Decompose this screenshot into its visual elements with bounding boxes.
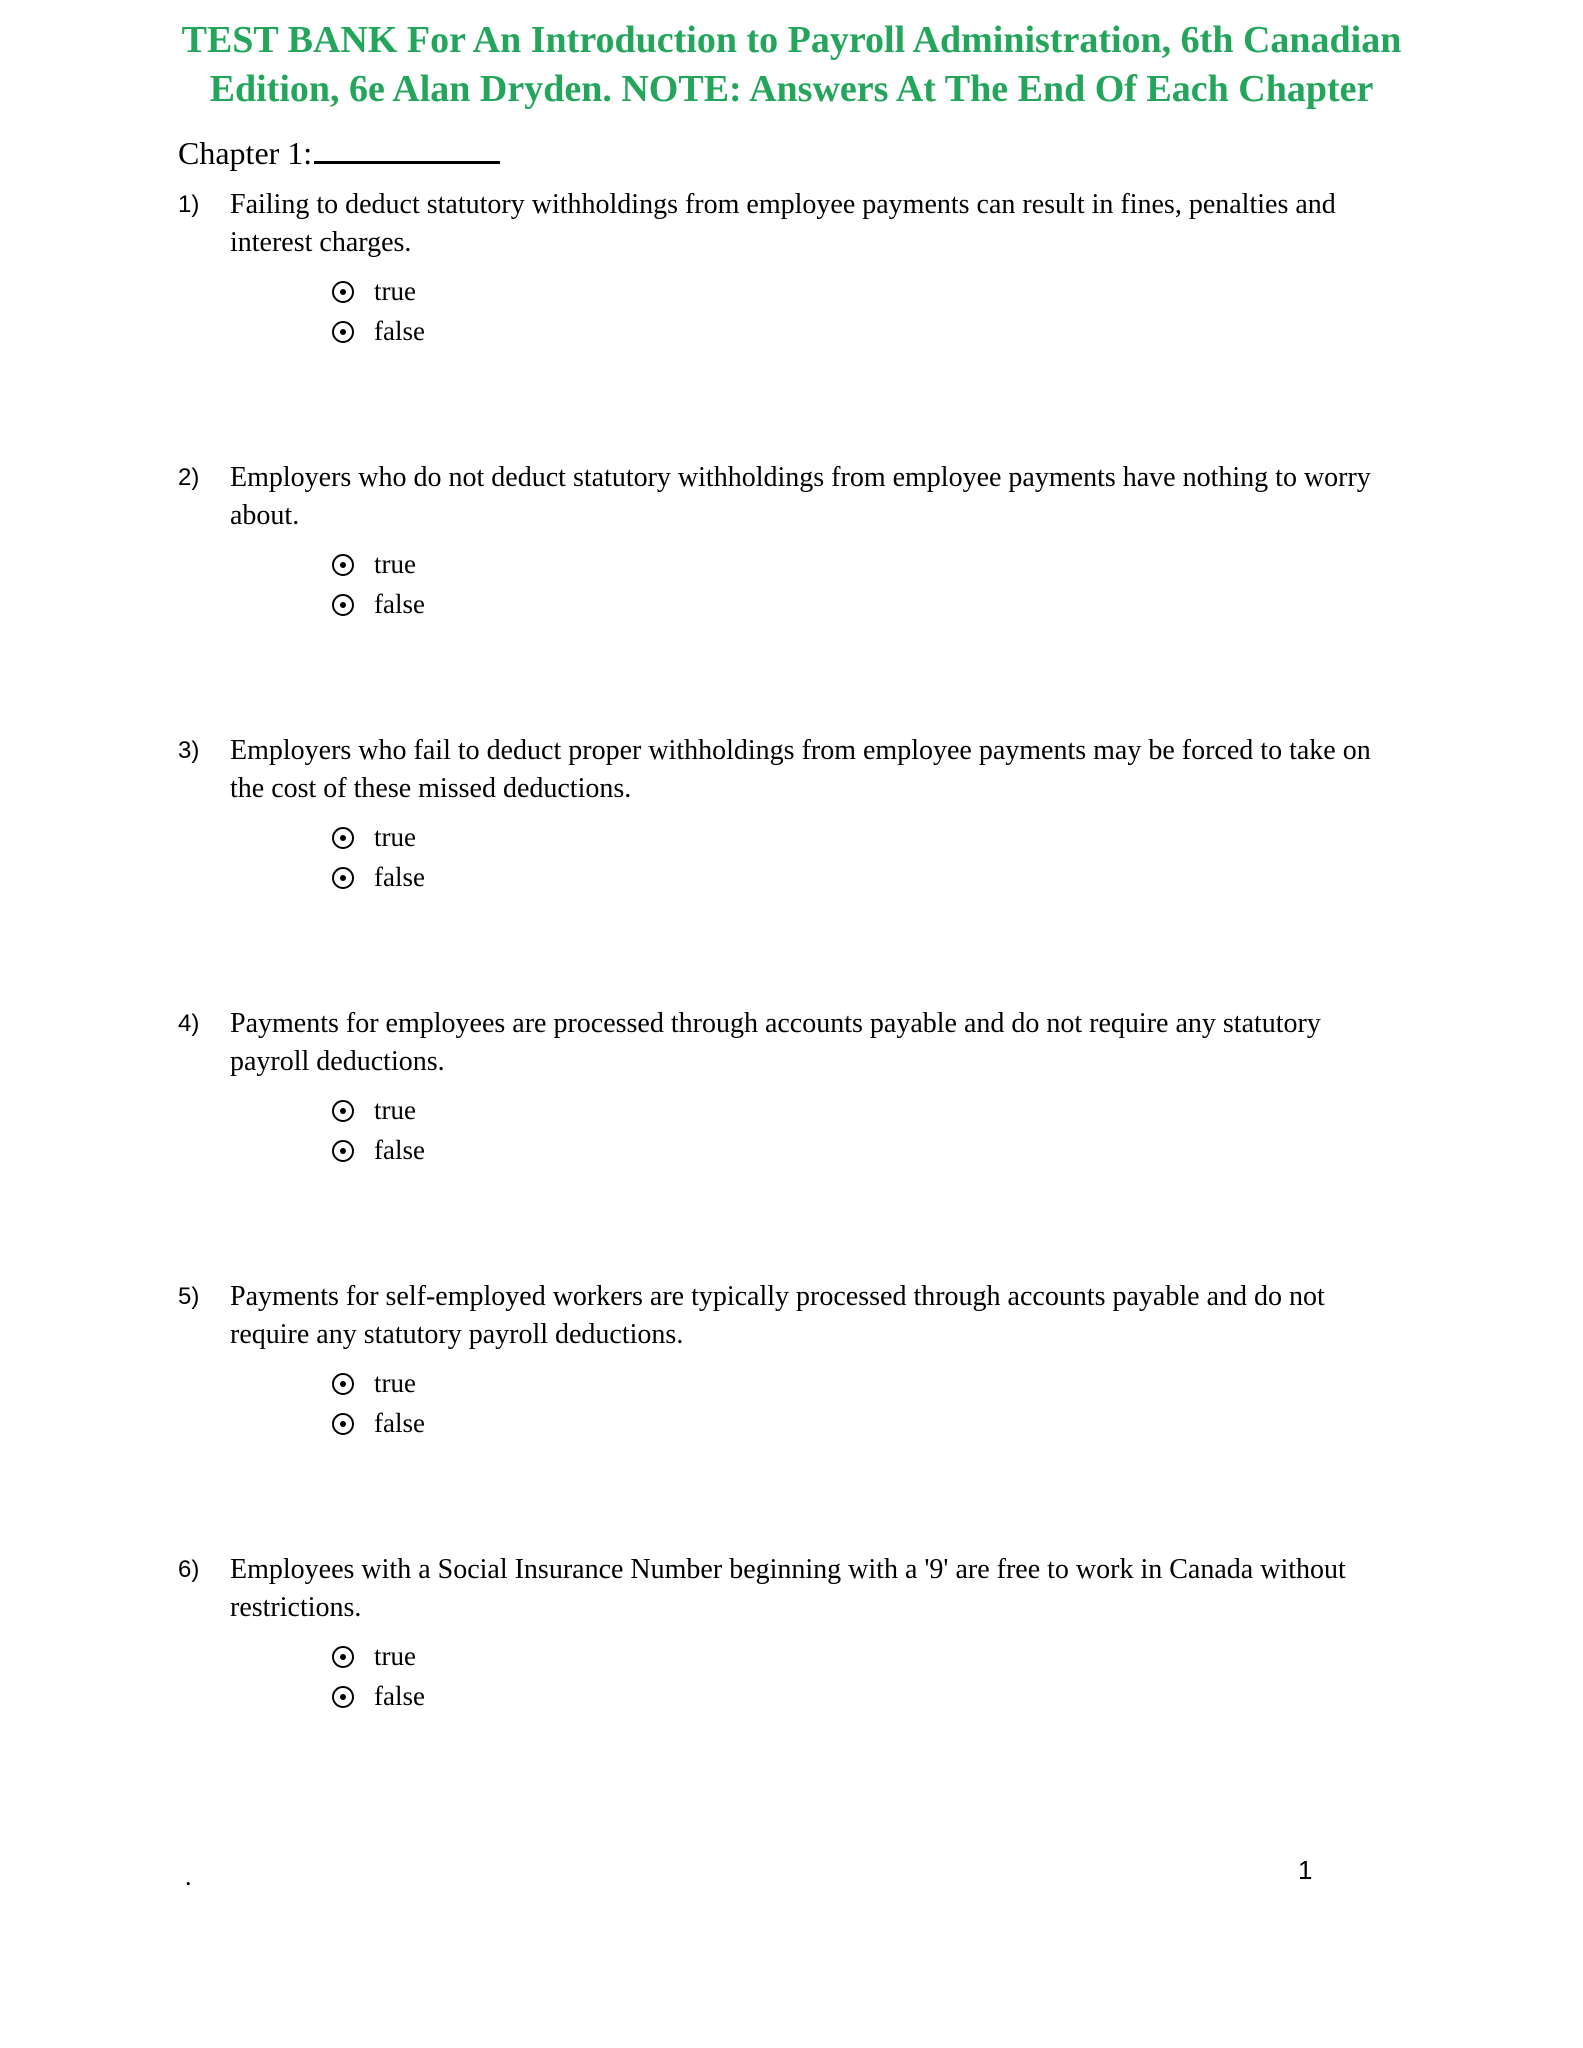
chapter-heading (178, 129, 1473, 172)
options-group (332, 824, 1473, 892)
question-number: 6) (178, 1555, 200, 1583)
radio-dot (340, 329, 346, 335)
option-label: false (374, 1681, 425, 1712)
document-title: TEST BANK For An Introduction to Payroll Administration, 6th Canadian Edition, 6e Alan Dryden. NOTE: Answers At The End Of Each Chapter (181, 19, 1402, 111)
option-label: true (374, 1641, 416, 1672)
option-false[interactable] (332, 864, 1473, 892)
option-true[interactable] (332, 551, 1473, 579)
radio-dot (340, 602, 346, 608)
option-label: true (374, 1095, 416, 1126)
question-item-2 (178, 459, 1473, 631)
radio-dot (340, 835, 346, 841)
question-text: Employers who do not deduct statutory withholdings from employee payments have nothing to worry about. (230, 461, 1371, 531)
radio-dot (340, 1108, 346, 1114)
question-number: 1) (178, 190, 200, 218)
radio-button-icon[interactable] (332, 1100, 354, 1122)
question-text: Failing to deduct statutory withholdings from employee payments can result in fines, penalties and interest charges. (230, 188, 1336, 258)
option-false[interactable] (332, 1410, 1473, 1438)
question-text: Employers who fail to deduct proper withholdings from employee payments may be forced to take on the cost of these missed deductions. (230, 734, 1371, 804)
option-label: true (374, 822, 416, 853)
radio-button-icon[interactable] (332, 867, 354, 889)
footer-period: . (185, 1862, 192, 1891)
option-label: false (374, 589, 425, 620)
radio-dot (340, 1381, 346, 1387)
options-group (332, 551, 1473, 619)
question-number: 3) (178, 736, 200, 764)
radio-dot (340, 1694, 346, 1700)
option-false[interactable] (332, 591, 1473, 619)
radio-button-icon[interactable] (332, 1413, 354, 1435)
radio-dot (340, 562, 346, 568)
radio-button-icon[interactable] (332, 1646, 354, 1668)
radio-dot (340, 1654, 346, 1660)
option-label: false (374, 862, 425, 893)
question-text: Employees with a Social Insurance Number beginning with a '9' are free to work in Canada without restrictions. (230, 1553, 1346, 1623)
question-number: 4) (178, 1009, 200, 1037)
radio-dot (340, 1148, 346, 1154)
option-label: true (374, 276, 416, 307)
radio-button-icon[interactable] (332, 827, 354, 849)
chapter-blank-underline (314, 129, 500, 164)
options-group (332, 1643, 1473, 1711)
option-label: false (374, 316, 425, 347)
question-item-5 (178, 1278, 1473, 1450)
option-false[interactable] (332, 318, 1473, 346)
radio-button-icon[interactable] (332, 554, 354, 576)
radio-button-icon[interactable] (332, 1140, 354, 1162)
option-label: true (374, 549, 416, 580)
option-false[interactable] (332, 1683, 1473, 1711)
question-item-6 (178, 1551, 1473, 1723)
radio-button-icon[interactable] (332, 1373, 354, 1395)
question-item-3 (178, 732, 1473, 904)
option-true[interactable] (332, 278, 1473, 306)
option-label: true (374, 1368, 416, 1399)
page-number: 1 (1298, 1855, 1313, 1885)
option-false[interactable] (332, 1137, 1473, 1165)
radio-button-icon[interactable] (332, 321, 354, 343)
radio-button-icon[interactable] (332, 1686, 354, 1708)
radio-dot (340, 289, 346, 295)
option-true[interactable] (332, 824, 1473, 852)
radio-dot (340, 875, 346, 881)
question-text: Payments for self-employed workers are typically processed through accounts payable and do not require any statutory payroll deductions. (230, 1280, 1325, 1350)
options-group (332, 1370, 1473, 1438)
question-item-4 (178, 1005, 1473, 1177)
radio-dot (340, 1421, 346, 1427)
option-true[interactable] (332, 1370, 1473, 1398)
question-number: 2) (178, 463, 200, 491)
option-label: false (374, 1408, 425, 1439)
radio-button-icon[interactable] (332, 594, 354, 616)
option-true[interactable] (332, 1097, 1473, 1125)
chapter-label: Chapter 1: (178, 134, 313, 171)
option-label: false (374, 1135, 425, 1166)
option-true[interactable] (332, 1643, 1473, 1671)
options-group (332, 1097, 1473, 1165)
radio-button-icon[interactable] (332, 281, 354, 303)
question-number: 5) (178, 1282, 200, 1310)
question-item-1 (178, 186, 1473, 358)
options-group (332, 278, 1473, 346)
document-body (0, 129, 1583, 1723)
question-text: Payments for employees are processed through accounts payable and do not require any statutory payroll deductions. (230, 1007, 1321, 1077)
